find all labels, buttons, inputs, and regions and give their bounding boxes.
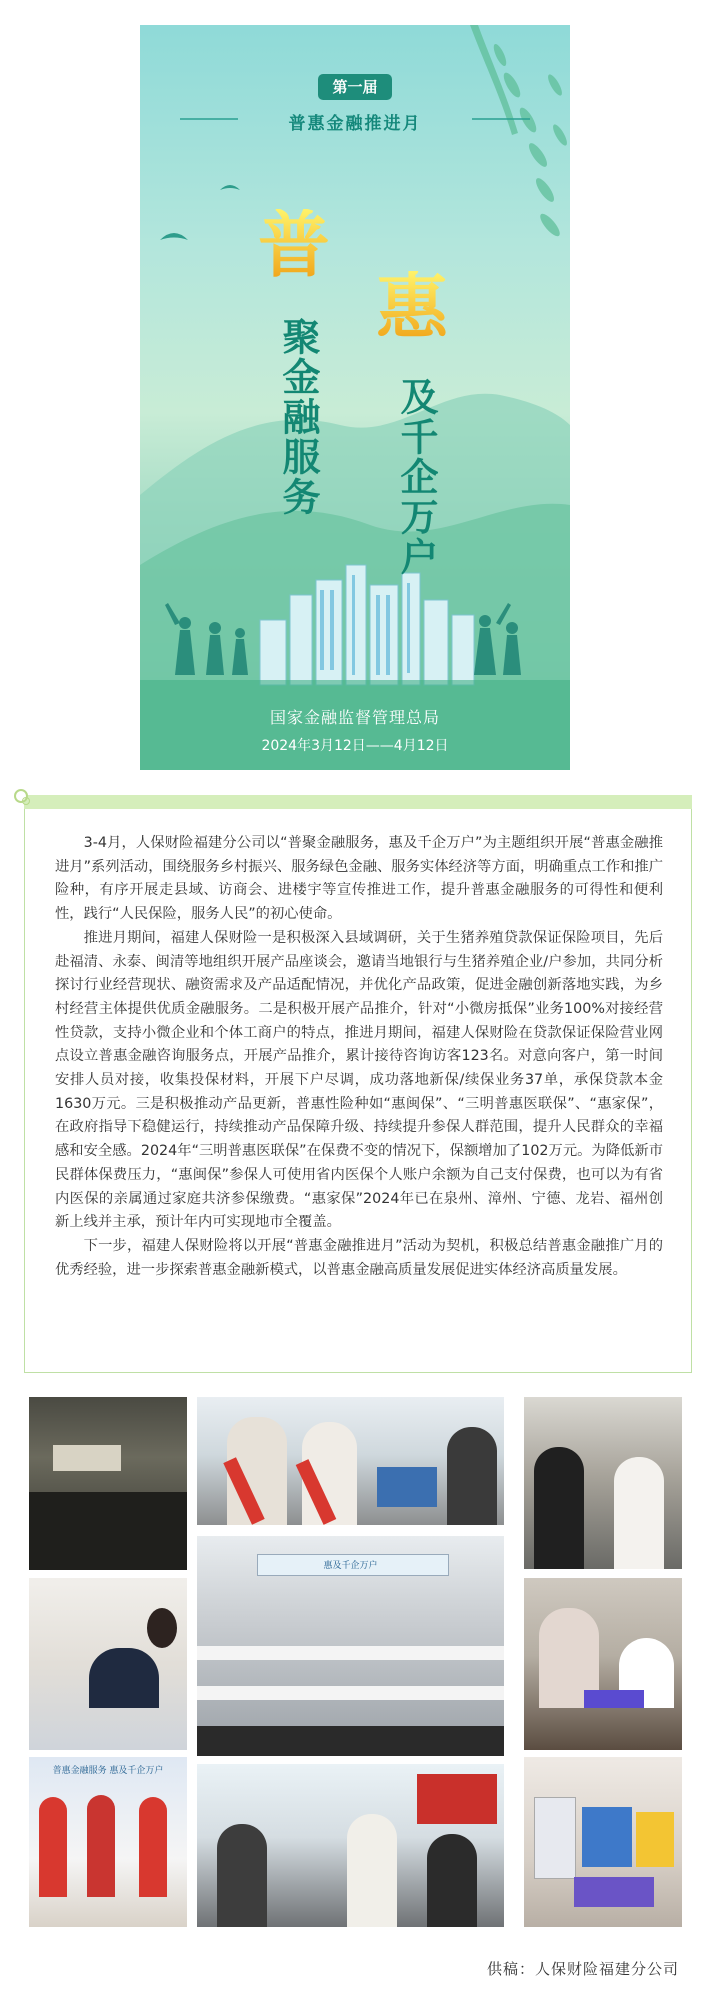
photo-brochure-stand <box>534 1797 576 1879</box>
photo-brochure <box>584 1690 644 1708</box>
photo-staff-banner <box>29 1757 187 1927</box>
photo-brochure-purple <box>574 1877 654 1907</box>
photo-customer-2 <box>427 1834 477 1927</box>
poster-subtitle: 普惠金融推进月 <box>288 114 422 134</box>
photo-staff-3 <box>139 1797 167 1897</box>
photo-brochure-yellow <box>636 1812 674 1867</box>
source-caption: 供稿：人保财险福建分公司 <box>486 1960 679 1978</box>
photo-audience <box>197 1726 504 1756</box>
photo-staff-1 <box>39 1797 67 1897</box>
article-paragraph-2: 推进月期间，福建人保财险一是积极深入县域调研，关于生猪养殖贷款保证保险项目，先后赴福清、永泰、闽清等地组织开展产品座谈会，邀请当地银行与生猪养殖企业/户参加，共同分析探讨行业经营现状、融资需求及产品适配情况，并优化产品政策，促进金融创新落地实践，为乡村经营主体提供优质金融服务。二是积极开展产品推介，针对“小微房抵保”业务100%对接经营性贷款，支持小微企业和个体工商户的特点，推进月期间，福建人保财险在贷款保证保险营业网点设立普惠金融咨询服务点，开展产品推介，累计接待咨询访客123名。对意向客户，第一时间安排人员对接，收集投保材料，开展下户尽调，成功落地新保/续保业务37单，承保贷款本金1630万元。三是积极推动产品更新，普惠性险种如“惠闽保”、“三明普惠医联保”、“惠家保”，在政府指导下稳健运行，持续推动产品保障升级、持续提升参保人群范围，提升人民群众的幸福感和安全感。2024年“三明普惠医联保”在保费不变的情况下，保额增加了102万元。为降低新市民群体保费压力，“惠闽保”参保人可使用省内医保个人账户余额为自己支付保费，也可以为有省内医保的亲属通过家庭共济参保缴费。“惠家保”2024年已在泉州、漳州、宁德、龙岩、福州创新上线并主承，预计年内可实现地市全覆盖。 <box>55 929 663 1231</box>
photo-table-row-1 <box>197 1646 504 1660</box>
poster-slogan-right: 及千企万户 <box>394 377 438 577</box>
photo-clerk <box>347 1814 397 1927</box>
photo-person <box>89 1648 159 1708</box>
photo-leaflet <box>377 1467 437 1507</box>
photo-service-counter <box>197 1764 504 1927</box>
photo-resident-left <box>534 1447 584 1569</box>
article-card-header-bar <box>24 795 692 809</box>
photo-brochure-blue <box>582 1807 632 1867</box>
poster-landscape-art <box>140 25 570 770</box>
photo-meeting-room <box>29 1397 187 1570</box>
photo-table <box>29 1492 187 1570</box>
photo-resident <box>447 1427 497 1525</box>
poster-char-hui: 惠 <box>376 264 449 349</box>
article-paragraph-1: 3-4月，人保财险福建分公司以“普聚金融服务，惠及千企万户”为主题组织开展“普惠金融推进月”系列活动，围绕服务乡村振兴、服务绿色金融、服务实体经济等方面，明确重点工作和推广险种，有序开展走县域、访商会、进楼宇等宣传推进工作，提升普惠金融服务的可得性和便利性，践行“人民保险，服务人民”的初心使命。 <box>55 835 663 923</box>
article-body <box>55 832 663 1282</box>
photo-promo-board <box>417 1774 497 1824</box>
campaign-poster <box>140 25 570 770</box>
photo-customer-consult <box>524 1578 682 1750</box>
photo-screen <box>53 1445 121 1471</box>
poster-slogan-left: 聚金融服务 <box>276 317 320 517</box>
photo-staff-2 <box>87 1795 115 1897</box>
photo-person-head <box>147 1608 177 1648</box>
photo-customer-1 <box>217 1824 267 1927</box>
photo-stage-banner-text: 惠及千企万户 <box>323 1561 378 1571</box>
photo-table-row-2 <box>197 1686 504 1700</box>
card-corner-ornament-inner <box>22 797 30 805</box>
photo-consultation-desk <box>29 1578 187 1750</box>
photo-seminar-hall <box>197 1536 504 1756</box>
poster-badge: 第一届 <box>318 74 392 100</box>
photo-product-brochures <box>524 1757 682 1927</box>
poster-agency: 国家金融监督管理总局 <box>269 708 440 727</box>
photo-banner-text: 普惠金融服务 惠及千企万户 <box>52 1766 164 1776</box>
article-paragraph-3: 下一步，福建人保财险将以开展“普惠金融推进月”活动为契机，积极总结普惠金融推广月的优秀经验，进一步探索普惠金融新模式，以普惠金融高质量发展促进实体经济高质量发展。 <box>55 1237 663 1278</box>
poster-char-pu: 普 <box>258 202 331 287</box>
photo-outdoor-promo <box>197 1397 504 1525</box>
photo-street-visit <box>524 1397 682 1569</box>
photo-staff-right <box>614 1457 664 1569</box>
poster-period: 2024年3月12日——4月12日 <box>261 738 449 754</box>
